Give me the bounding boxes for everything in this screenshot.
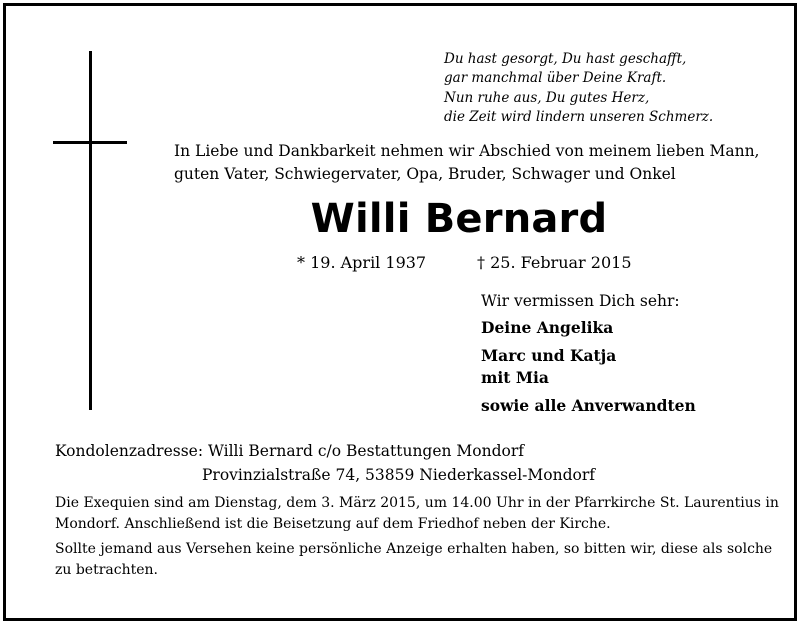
funeral-info-paragraph: Die Exequien sind am Dienstag, dem 3. März 2015, um 14.00 Uhr in der Pfarrkirche St. Laurentius in Mondorf. Anschließend ist die Beisetzung auf dem Friedhof neben der Kirche. — [55, 495, 779, 532]
cross-horizontal-bar — [53, 141, 127, 144]
mourner-name: Marc und Katja — [481, 346, 617, 365]
mourners-block — [481, 290, 696, 417]
condolence-address — [55, 439, 595, 487]
intro-text — [174, 140, 759, 186]
mourner-name: mit Mia — [481, 368, 549, 387]
mourner-name: Deine Angelika — [481, 318, 614, 337]
condolence-street: Provinzialstraße 74, 53859 Niederkassel-Mondorf — [202, 466, 595, 484]
poem-line: gar manchmal über Deine Kraft. — [444, 70, 667, 87]
poem — [444, 50, 744, 128]
deceased-name: Willi Bernard — [310, 196, 608, 242]
mourners-lead: Wir vermissen Dich sehr: — [481, 292, 680, 310]
notice-paragraph: Sollte jemand aus Versehen keine persönliche Anzeige erhalten haben, so bitten wir, diese als solche zu betrachten. — [55, 541, 773, 578]
poem-line: Du hast gesorgt, Du hast geschafft, — [444, 51, 687, 67]
poem-line: die Zeit wird lindern unseren Schmerz. — [444, 109, 714, 126]
death-date: † 25. Februar 2015 — [477, 253, 632, 272]
mourner-name: sowie alle Anverwandten — [481, 396, 696, 415]
condolence-line: Kondolenzadresse: Willi Bernard c/o Bestattungen Mondorf — [55, 442, 525, 460]
intro-line: In Liebe und Dankbarkeit nehmen wir Abschied von meinem lieben Mann, — [174, 142, 760, 160]
poem-line: Nun ruhe aus, Du gutes Herz, — [444, 89, 650, 106]
birth-date: * 19. April 1937 — [297, 253, 427, 272]
intro-line: guten Vater, Schwiegervater, Opa, Bruder, Schwager und Onkel — [174, 165, 676, 183]
